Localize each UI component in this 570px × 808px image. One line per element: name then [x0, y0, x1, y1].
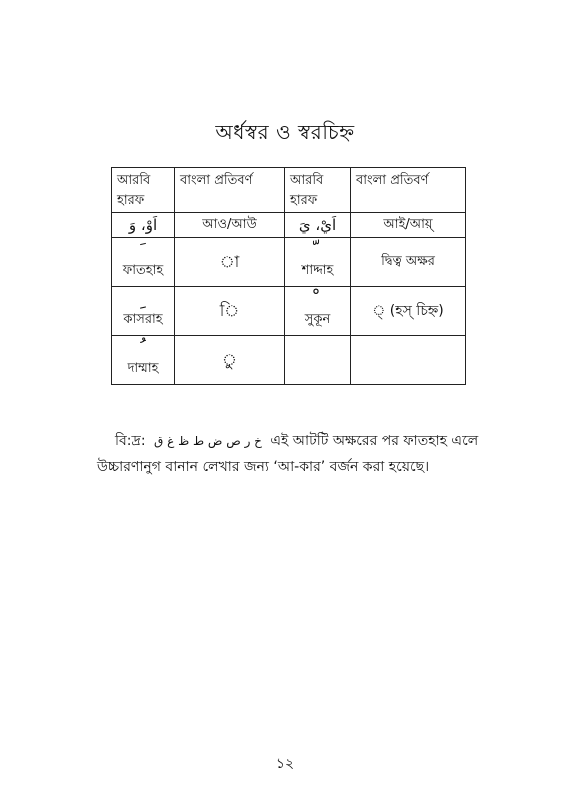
u-kar-sign: ু — [222, 349, 237, 369]
note-prefix: বি:দ্র: — [115, 433, 146, 449]
note-line-1: এই আটটি অক্ষরের পর ফাতহাহ এলে — [270, 433, 479, 449]
i-kar-sign: ি — [219, 300, 240, 320]
arabic-waw-cell: اَوْ، وَ — [128, 216, 158, 234]
header-arabic-letter-2: আরবি হারফ — [290, 173, 324, 208]
sukun-name: সুকূন — [304, 312, 331, 327]
page-title: অর্ধস্বর ও স্বরচিহ্ন — [215, 120, 355, 144]
empty-cell — [285, 336, 351, 385]
aw-transliteration: আও/আউ — [202, 216, 257, 232]
aa-kar-sign: া — [219, 251, 240, 271]
table-header-row — [112, 168, 466, 213]
ay-transliteration: আই/আয়্ — [383, 216, 433, 232]
hasanta-text: ্ (হস্ চিহ্ন) — [372, 303, 444, 319]
footnote — [97, 428, 487, 480]
header-arabic-letter-1: আরবি হারফ — [117, 173, 151, 208]
header-bangla-transliteration-2: বাংলা প্রতিবর্ণ — [356, 173, 429, 188]
table-row — [112, 213, 466, 238]
semivowel-table — [111, 167, 466, 385]
empty-cell — [351, 336, 466, 385]
fatha-name: ফাতহাহ — [122, 263, 164, 278]
table-row — [112, 287, 466, 336]
kasra-name: কাসরাহ — [123, 312, 163, 327]
arabic-ya-cell: اَيْ، يَ — [298, 216, 337, 234]
note-line-2: উচ্চারণানুগ বানান লেখার জন্য ‘আ-কার’ বর্জন করা হয়েছে। — [97, 459, 430, 475]
double-letter-text: দ্বিত্ব অক্ষর — [381, 253, 435, 269]
damma-name: দাম্মাহ — [127, 361, 159, 376]
page-number: ১২ — [275, 756, 295, 772]
header-bangla-transliteration-1: বাংলা প্রতিবর্ণ — [180, 173, 253, 188]
shadda-name: শাদ্দাহ — [301, 263, 334, 278]
note-arabic-letters: خ ر ص ض ط ظ غ ق — [154, 434, 262, 448]
table-row — [112, 238, 466, 287]
table-row — [112, 336, 466, 385]
